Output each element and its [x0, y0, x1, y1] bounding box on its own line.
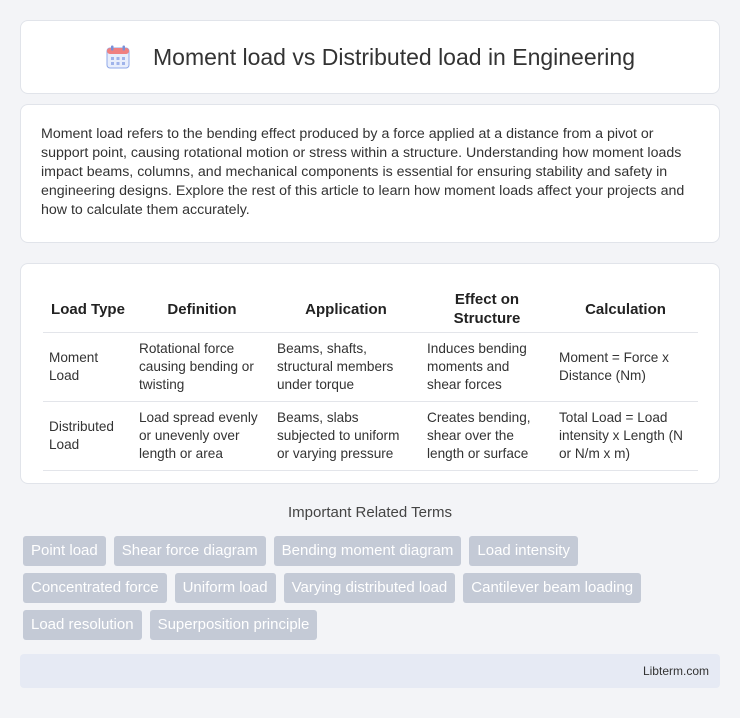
footer [20, 654, 720, 688]
table-row [43, 332, 698, 401]
table-cell: Moment = Force x Distance (Nm) [553, 332, 698, 401]
table-card [20, 263, 720, 484]
page-title: Moment load vs Distributed load in Engineering [153, 43, 635, 70]
tag-point-load[interactable]: Point load [23, 536, 106, 566]
intro-card [20, 104, 720, 243]
column-header: Application [305, 300, 387, 318]
column-header: Definition [167, 300, 237, 318]
table-cell: Total Load = Load intensity x Length (N or N/m x m) [553, 401, 698, 471]
table-cell: Induces bending moments and shear forces [421, 332, 553, 401]
table-cell: Beams, slabs subjected to uniform or varying pressure [271, 401, 421, 471]
tag-shear-force-diagram[interactable]: Shear force diagram [114, 536, 266, 566]
table-row [43, 401, 698, 471]
table-cell: Rotational force causing bending or twisting [133, 332, 271, 401]
tag-bending-moment-diagram[interactable]: Bending moment diagram [274, 536, 462, 566]
table-cell: Load spread evenly or unevenly over length or area [133, 401, 271, 471]
tag-cantilever-beam-loading[interactable]: Cantilever beam loading [463, 573, 641, 603]
column-header: Effect on Structure [453, 291, 521, 327]
table-cell: Distributed Load [43, 401, 133, 471]
column-header: Calculation [585, 300, 666, 318]
tag-uniform-load[interactable]: Uniform load [175, 573, 276, 603]
tag-load-resolution[interactable]: Load resolution [23, 610, 142, 640]
header-card [20, 20, 720, 94]
tag-superposition-principle[interactable]: Superposition principle [150, 610, 318, 640]
table-cell: Creates bending, shear over the length or surface [421, 401, 553, 471]
tag-varying-distributed-load[interactable]: Varying distributed load [284, 573, 456, 603]
column-header: Load Type [51, 300, 125, 318]
tag-concentrated-force[interactable]: Concentrated force [23, 573, 167, 603]
tag-load-intensity[interactable]: Load intensity [469, 536, 578, 566]
table-header-row [43, 286, 698, 332]
calendar-icon [105, 44, 131, 70]
comparison-table [43, 286, 698, 471]
related-terms-title: Important Related Terms [288, 504, 452, 521]
table-cell: Beams, shafts, structural members under torque [271, 332, 421, 401]
footer-site-link[interactable]: Libterm.com [642, 664, 709, 678]
intro-text: Moment load refers to the bending effect produced by a force applied at a distance from a pivot or support point, causing rotational motion or stress within a structure. Understanding how moment loads impact beams, columns, and mechanical components is essential for ensuring stability and safety in engineering designs. Explore the rest of this article to learn how moment loads affect your projects and how to calculate them accurately. [41, 126, 685, 218]
table-cell: Moment Load [43, 332, 133, 401]
related-terms-list [23, 536, 703, 640]
